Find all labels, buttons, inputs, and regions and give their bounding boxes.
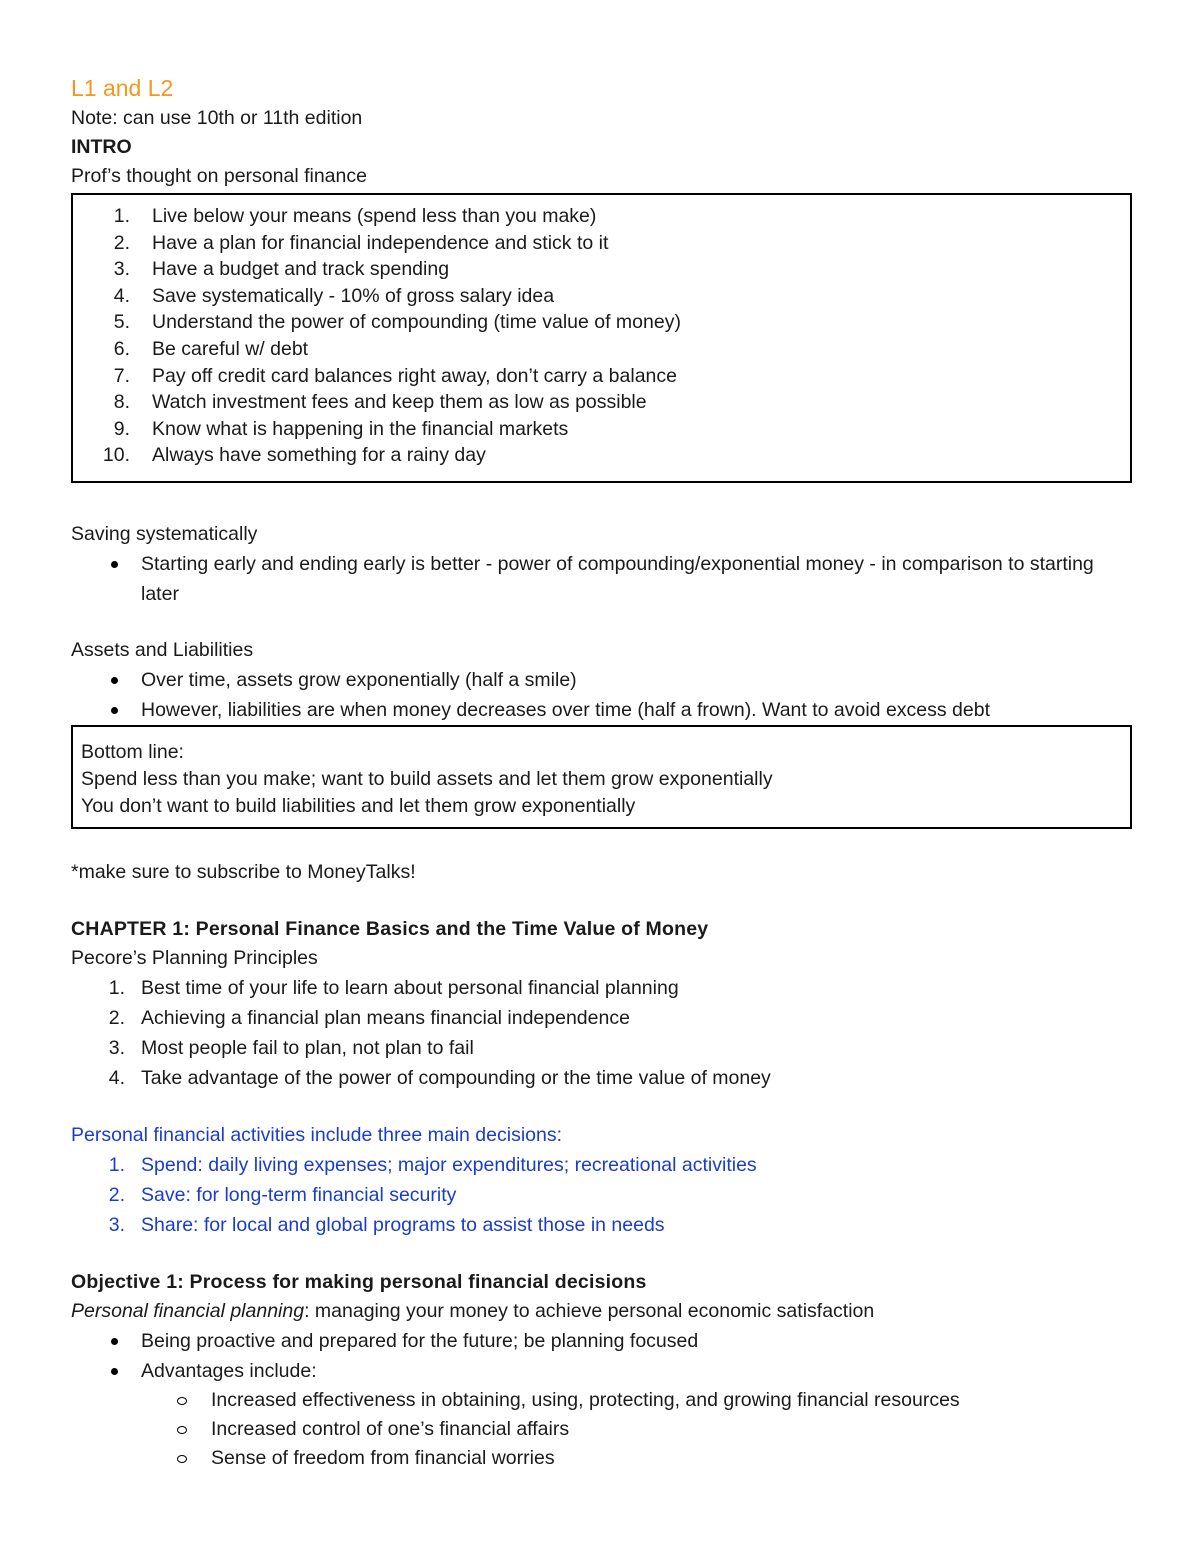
- decisions-heading: Personal financial activities include three main decisions:: [71, 1124, 563, 1146]
- prof-thoughts-box: [71, 193, 1132, 483]
- document-title: L1 and L2: [71, 75, 174, 101]
- bullet-item: However, liabilities are when money decreases over time (half a frown). Want to avoid excess debt: [71, 695, 1131, 725]
- bullet-icon: [111, 561, 118, 568]
- objective-title: Objective 1: Process for making personal financial decisions: [71, 1271, 647, 1293]
- bullet-item: Over time, assets grow exponentially (half a smile): [71, 665, 1131, 695]
- list-item: 1. Live below your means (spend less than you make): [113, 205, 597, 227]
- list-item: 2. Have a plan for financial independence and stick to it: [113, 231, 609, 254]
- list-item: 2. Save: for long-term financial security: [108, 1184, 457, 1206]
- definition-term: Personal financial planning: [71, 1300, 305, 1322]
- chapter-title: CHAPTER 1: Personal Finance Basics and the Time Value of Money: [71, 918, 709, 940]
- hollow-bullet-icon: [177, 1455, 187, 1463]
- bottom-line-label: Bottom line:: [81, 741, 184, 763]
- sub-bullet-item: Sense of freedom from financial worries: [71, 1444, 1131, 1473]
- list-item: 5. Understand the power of compounding (time value of money): [113, 311, 681, 334]
- sub-bullet-item: Increased control of one’s financial affairs: [71, 1415, 1131, 1444]
- intro-heading: INTRO: [71, 136, 132, 158]
- list-item: 1. Best time of your life to learn about personal financial planning: [108, 977, 679, 999]
- list-item: 1. Spend: daily living expenses; major expenditures; recreational activities: [108, 1154, 757, 1176]
- edition-note: Note: can use 10th or 11th edition: [71, 107, 363, 129]
- list-item: 7. Pay off credit card balances right away, don’t carry a balance: [113, 364, 677, 387]
- bottom-line-box: [71, 725, 1132, 829]
- list-item: 4. Take advantage of the power of compounding or the time value of money: [108, 1067, 771, 1089]
- prof-thoughts-heading: Prof’s thought on personal finance: [71, 165, 367, 187]
- bullet-icon: [111, 707, 118, 714]
- list-item: 9. Know what is happening in the financial markets: [113, 417, 569, 440]
- list-item: 6. Be careful w/ debt: [113, 337, 309, 360]
- list-item: 10. Always have something for a rainy day: [102, 444, 486, 467]
- bottom-line-text: You don’t want to build liabilities and let them grow exponentially: [81, 795, 636, 817]
- hollow-bullet-icon: [177, 1397, 187, 1405]
- definition-text: : managing your money to achieve personal economic satisfaction: [304, 1300, 875, 1322]
- list-item: 3. Most people fail to plan, not plan to fail: [108, 1037, 474, 1059]
- principles-heading: Pecore’s Planning Principles: [71, 947, 318, 969]
- sub-bullet-item: Increased effectiveness in obtaining, using, protecting, and growing financial resources: [71, 1386, 1131, 1415]
- bullet-icon: [111, 677, 118, 684]
- hollow-bullet-icon: [177, 1426, 187, 1434]
- bullet-item: Starting early and ending early is better - power of compounding/exponential money - in comparison to starting later: [71, 549, 1131, 609]
- bullet-item: Being proactive and prepared for the future; be planning focused: [71, 1326, 1131, 1356]
- list-item: 2. Achieving a financial plan means financial independence: [108, 1007, 630, 1029]
- definition-line: [71, 1297, 1131, 1326]
- document-page: [71, 72, 1131, 1473]
- assets-heading: Assets and Liabilities: [71, 639, 254, 661]
- bullet-icon: [111, 1338, 118, 1345]
- bottom-line-text: Spend less than you make; want to build assets and let them grow exponentially: [81, 768, 773, 790]
- bullet-item: Advantages include:: [71, 1356, 1131, 1386]
- saving-heading: Saving systematically: [71, 523, 258, 545]
- bullet-icon: [111, 1368, 118, 1375]
- list-item: 4. Save systematically - 10% of gross salary idea: [113, 284, 555, 307]
- list-item: 8. Watch investment fees and keep them as low as possible: [113, 391, 647, 414]
- list-item: 3. Share: for local and global programs to assist those in needs: [108, 1214, 665, 1236]
- list-item: 3. Have a budget and track spending: [113, 258, 450, 281]
- subscribe-note: *make sure to subscribe to MoneyTalks!: [71, 861, 416, 883]
